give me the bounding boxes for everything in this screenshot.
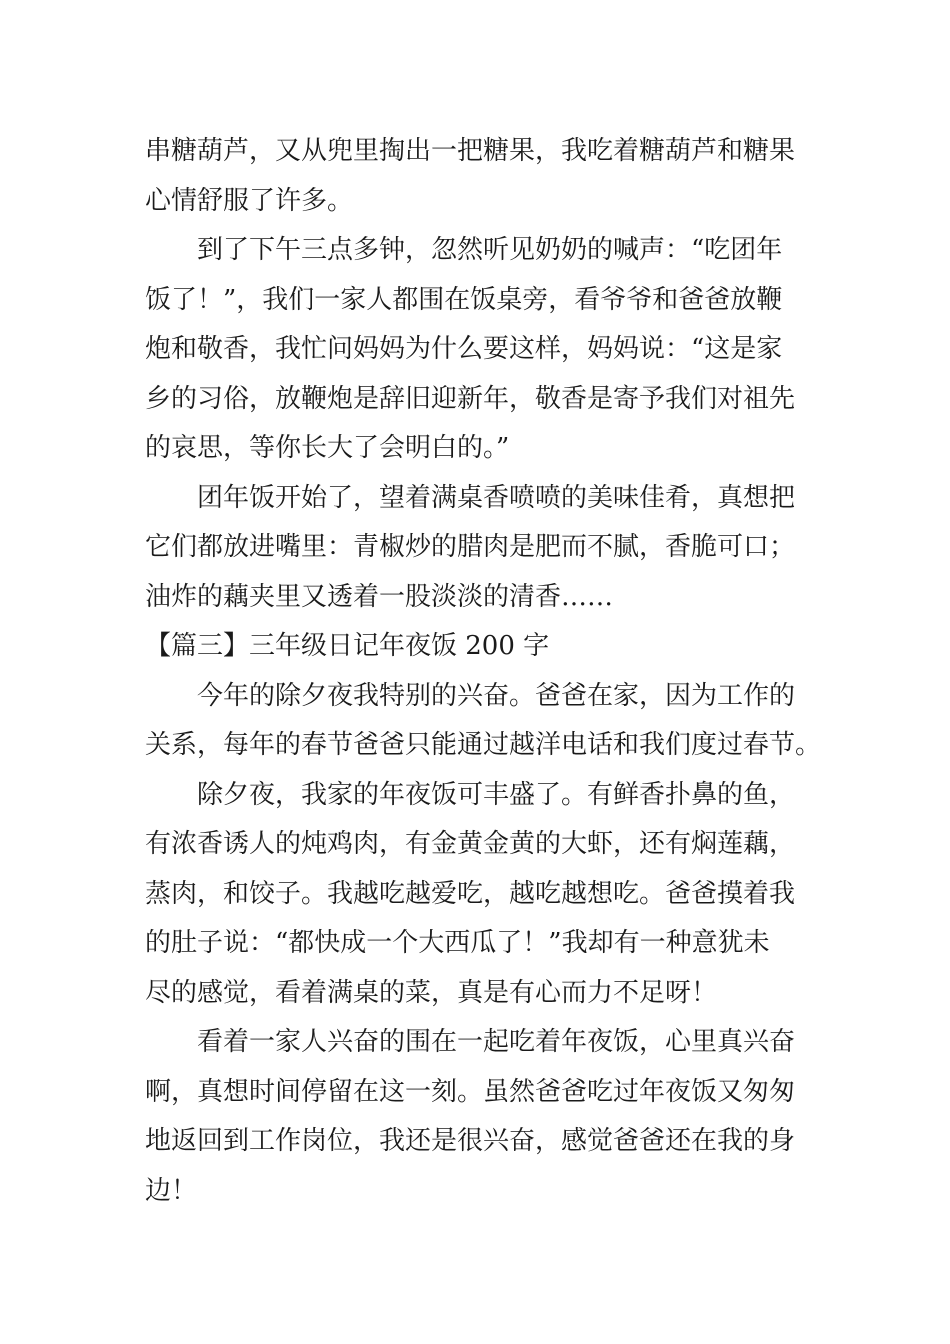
paragraph-start-line: 除夕夜，我家的年夜饭可丰盛了。有鲜香扑鼻的鱼， — [197, 779, 796, 810]
text-line: 有浓香诱人的炖鸡肉，有金黄金黄的大虾，还有焖莲藕， — [145, 829, 796, 859]
text-line: 串糖葫芦，又从兜里掏出一把糖果，我吃着糖葫芦和糖果 — [145, 136, 796, 166]
section-heading: 【篇三】三年级日记年夜饭 200 字 — [145, 631, 550, 661]
text-line: 心情舒服了许多。 — [145, 185, 354, 216]
paragraph-start-line: 到了下午三点多钟，忽然听见奶奶的喊声：“吃团年 — [197, 235, 783, 265]
text-line: 的肚子说：“都快成一个大西瓜了！”我却有一种意犹未 — [145, 928, 770, 958]
paragraph-start-line: 今年的除夕夜我特别的兴奋。爸爸在家，因为工作的 — [197, 680, 796, 711]
text-line: 关系，每年的春节爸爸只能通过越洋电话和我们度过春节。 — [145, 730, 822, 760]
text-line: 的哀思，等你长大了会明白的。” — [145, 433, 510, 463]
text-line: 蒸肉，和饺子。我越吃越爱吃，越吃越想吃。爸爸摸着我 — [145, 878, 796, 909]
paragraph-start-line: 团年饭开始了，望着满桌香喷喷的美味佳肴，真想把 — [197, 482, 796, 513]
text-line: 饭了！”，我们一家人都围在饭桌旁，看爷爷和爸爸放鞭 — [145, 284, 783, 315]
text-line: 乡的习俗，放鞭炮是辞旧迎新年，敬香是寄予我们对祖先 — [145, 383, 796, 414]
text-line: 地返回到工作岗位，我还是很兴奋，感觉爸爸还在我的身 — [145, 1126, 796, 1156]
text-line: 啊，真想时间停留在这一刻。虽然爸爸吃过年夜饭又匆匆 — [145, 1076, 796, 1107]
text-line: 油炸的藕夹里又透着一股淡淡的清香…… — [145, 581, 614, 612]
text-line: 边！ — [145, 1175, 198, 1206]
text-line: 炮和敬香，我忙问妈妈为什么要这样，妈妈说：“这是家 — [145, 334, 783, 364]
document-body — [145, 127, 822, 1216]
paragraph-start-line: 看着一家人兴奋的围在一起吃着年夜饭，心里真兴奋 — [197, 1027, 796, 1057]
text-line: 尽的感觉，看着满桌的菜，真是有心而力不足呀！ — [145, 977, 718, 1008]
text-line: 它们都放进嘴里：青椒炒的腊肉是肥而不腻，香脆可口； — [145, 532, 796, 562]
